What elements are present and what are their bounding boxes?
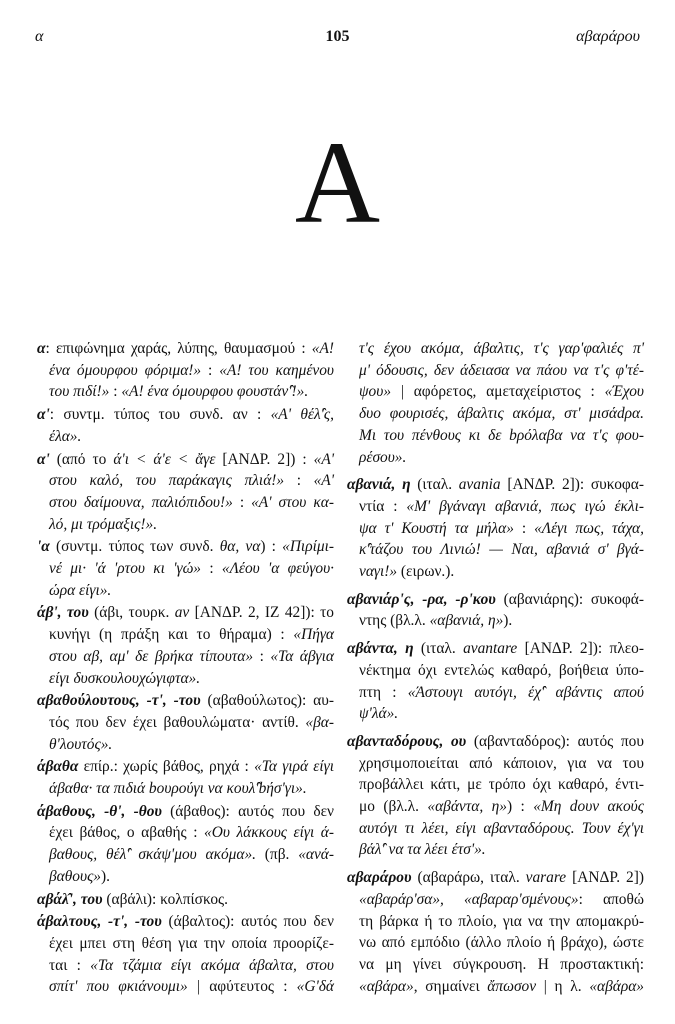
italic-text: «Α' [313,450,335,468]
entry-line [37,801,334,823]
entry-line [37,426,334,448]
italic-text: ά'ι < ά'ε < ἄγε [113,450,216,468]
definition-text: [ΑΝΔΡ. 2]) [566,869,644,887]
definition-text: [ΑΝΔΡ. 2]) : [215,450,314,468]
entry-line [37,381,334,403]
italic-text: «G'δά [296,978,334,996]
italic-text: βαθους» [49,867,102,885]
entry-line [347,338,644,360]
entry-line [37,866,334,888]
section-letter-heading: Α [294,117,381,248]
definition-text: (αβαράρω, ιταλ. [411,869,526,887]
entry-line [347,425,644,447]
entry-line [347,932,644,954]
entry-line [347,753,644,775]
definition-text: (συντμ. τύπος των συνδ. [49,538,220,556]
definition-text: τη βάρκα ή το πλοίο, για να την απομακρύ- [359,912,644,930]
definition-text: : [201,361,220,379]
definition-text: ται : [49,956,91,974]
definition-text: (πβ. [256,846,299,864]
definition-text: [ΑΝΔΡ. 2]): συκοφα- [500,476,644,494]
entry-line [347,682,644,704]
entry-headword: 'α [37,538,50,556]
entry-headword: άβαθους, -θ', -θου [37,802,162,820]
definition-text: : συντμ. τύπος του συνδ. αν : [49,406,271,424]
italic-text: ψα τ' Κουστή τα μήλα» [359,519,514,537]
definition-text: ). [503,612,513,630]
italic-text: «βα- [305,713,334,731]
dictionary-entry [347,867,644,997]
definition-text: : [109,383,122,401]
entry-headword: α' [37,406,50,424]
italic-text: μ' όδουσις, δεν άδειασα να πάου να τ'ς φ'τέ- [359,361,644,379]
definition-text: , σημαίνει [413,977,488,995]
italic-text: «Άστουγι αυτόγι, έχ̂' αβάντις απού [407,683,644,701]
definition-text: (αβανταδόρος): αυτός που [466,732,644,750]
entry-headword: αβάλ̂', του [37,890,103,908]
italic-text: av [174,604,190,622]
entry-line [347,496,644,518]
definition-text: : [232,493,252,511]
italic-text: νέ μι· 'ά 'ρτου κι 'γώ» [49,560,202,578]
italic-text: λό, μι τρόμαξις!». [49,515,158,533]
definition-text: : αποθώ [578,890,645,908]
dictionary-entry [37,338,334,403]
entry-line [347,539,644,561]
entry-headword: άβαλτους, -τ', -του [37,913,162,931]
dictionary-entry [37,404,334,447]
definition-text: ) : [260,538,283,556]
italic-text: ψου» [359,383,392,401]
italic-text: avania [458,476,501,494]
dictionary-entry [37,889,334,911]
definition-text: (αβαθούλωτος): αυ- [200,692,334,710]
entry-line [347,889,644,911]
definition-text: : [201,560,222,578]
entry-headword: άβ', του [37,604,89,622]
running-head-first-word: α [35,28,44,45]
entry-line [347,360,644,382]
entry-headword: αβαράρου [347,869,412,887]
definition-text: | αφόρετος, αμεταχείριστος : [391,383,605,401]
definition-text: : [513,519,535,537]
entry-line [347,911,644,933]
italic-text: «Λέγι πως, τάχα, [534,519,644,537]
italic-text: «Α' στου κα- [251,493,334,511]
definition-text: | η λ. [536,977,590,995]
italic-text: «Α' [313,472,334,490]
dictionary-entry [347,638,644,725]
entry-line [347,518,644,540]
definition-text: έχει μπει στη θέση για την οποία προορίζε- [49,934,334,952]
definition-text: (ιταλ. [410,476,459,494]
entry-line [37,756,334,778]
entry-line [37,602,334,624]
entry-line [37,933,334,955]
left-column [37,338,334,999]
dictionary-entry [347,731,644,861]
italic-text: «Α! [311,340,334,357]
italic-text: του πιδί!» [49,383,110,401]
definition-text: ) : [506,798,534,816]
entry-line [37,844,334,866]
italic-text: «αβάρα» [359,977,414,995]
definition-text: τός που δεν έχει βαθουλώματα· αντίθ. [49,713,306,731]
definition-text: | αφύτευτος : [187,978,297,996]
entry-line [37,536,334,558]
italic-text: έλα». [49,427,82,445]
definition-text: πτη : [359,683,408,701]
entry-line [347,638,644,660]
dictionary-entry [37,690,334,755]
dictionary-entry [37,449,334,536]
definition-text: νω από εμπόδιο (άλλο πλοίο ή βράχο), ώστε [359,934,644,952]
entry-line [37,580,334,602]
definition-text: : επιφώνημα χαράς, λύπης, θαυμασμού : [45,340,312,357]
dictionary-entry [37,756,334,799]
entry-line [37,338,334,360]
italic-text: «Α' θέλ̂'ς, [270,406,334,424]
entry-line [37,955,334,977]
entry-line [347,474,644,496]
italic-text: αυτόγι τι λέει, είγι αβανταδόρους. Τουν έχ'γι [359,819,644,837]
definition-text: (άβι, τουρκ. [88,604,175,622]
italic-text: «Πήγα [293,626,334,644]
entry-line [37,976,334,998]
definition-text: : [253,647,271,665]
italic-text: ναγι!» [359,563,398,581]
italic-text: «αβάντα, η» [427,798,507,816]
dictionary-entry [347,589,644,632]
entry-line [347,774,644,796]
entry-line [347,796,644,818]
italic-text: τ'ς έχου ακόμα, άβαλτις, τ'ς γαρ'φαλιές π' [359,340,644,357]
italic-text: «Τα γιρά είγι [254,758,334,776]
dictionary-entry [37,536,334,601]
italic-text: «Μ' βγάναγι αβανιά, πως ιγώ έκλι- [406,497,644,515]
definition-text: (άβαλτος): αυτός που δεν [161,913,335,931]
italic-text: άβαθα· τα πιδιά bουρούγι να κουλ̂'bήσ'γι». [49,780,307,798]
entry-line [347,818,644,840]
definition-text: (άβαθος): αυτός που δεν [161,802,334,820]
italic-text: βάλ̂' να τα λέει έτσ'». [359,841,486,859]
italic-text: κ̂'τάζου του Λινιώ! — Ναι, αβανιά σ' βγά- [359,541,644,559]
entry-line [37,514,334,536]
definition-text: επίρ.: χωρίς βάθος, ρηχά : [78,758,255,776]
entry-line [347,447,644,469]
definition-text: (αβάλι): κολπίσκος. [102,890,228,908]
entry-headword: α' [37,450,50,468]
italic-text: σπίτ' που φκιάνουμι» [49,978,188,996]
italic-text: «αβαράρ'σα», «αβαραρ'σμένους» [359,890,579,908]
dictionary-entry [347,338,644,468]
entry-line [37,889,334,911]
italic-text: «αβάρα» [589,977,644,995]
definition-text: χρησιμοποιείται από κάποιον, για να του [359,754,644,772]
definition-text: (αβανιάρης): συκοφά- [495,590,644,608]
entry-headword: άβαθα [37,758,79,776]
entry-line [37,646,334,668]
italic-text: «ανά- [298,846,334,864]
definition-text: μο (βλ.λ. [359,798,428,816]
italic-text: θα, να [219,538,261,556]
italic-text: «Μη dουν ακούς [533,798,644,816]
italic-text: «Πιρίμι- [282,538,335,556]
italic-text: «Α! ένα όμουρφου φουστάν̂'!». [121,383,309,401]
dictionary-entry [37,602,334,689]
italic-text: στου δαίμουνα, παλιόπιδου!» [49,493,233,511]
definition-text: : [284,472,314,490]
entry-line [347,731,644,753]
italic-text: varare [525,869,567,887]
entry-line [347,660,644,682]
definition-text: προβάλλει κάτι, με τρόπο όχι καθαρό, έντι- [359,776,644,794]
entry-line [37,360,334,382]
entry-line [37,470,334,492]
entry-line [37,668,334,690]
entry-line [37,778,334,800]
entry-line [37,624,334,646]
entry-line [347,610,644,632]
entry-line [347,976,644,998]
italic-text: στου αβ, αμ' δε βρήκα τίπουτα» [49,647,254,665]
italic-text: ψ'λά». [359,705,399,723]
definition-text: [ΑΝΔΡ. 2, ΙΖ 42]): το [189,604,335,622]
italic-text: δυο φουρισές, άβαλτις ακόμα, στ' μισάdρα. [359,405,644,423]
entry-line [37,492,334,514]
definition-text: ). [101,867,110,885]
entry-headword: αβανιάρ'ς, -ρα, -ρ'κου [347,590,496,608]
entry-line [37,449,334,471]
italic-text: στου καλό, του παράκαγις πλιά!» [49,472,285,490]
definition-text: έχει βάθος, ο αβαθής : [49,824,205,842]
entry-line [347,839,644,861]
entry-headword: αβανταδόρους, ου [347,732,467,750]
entry-line [347,703,644,725]
italic-text: «Έχου [604,383,644,401]
italic-text: «Λέου 'α φεύγου· [221,560,334,578]
italic-text: «αβανιά, η» [429,612,504,630]
definition-text: (από το [49,450,114,468]
dictionary-entry [347,474,644,583]
entry-line [37,911,334,933]
entry-line [37,558,334,580]
italic-text: ἄπωσον [487,977,537,995]
dictionary-entry [37,911,334,998]
italic-text: ρέσου». [359,448,407,466]
definition-text: να μη γίνει σύγκρουση. Η προστακτική: [359,955,644,973]
entry-headword: α [37,340,46,357]
definition-text: ντης (βλ.λ. [359,612,430,630]
italic-text: «Τα άβγια [270,647,334,665]
definition-text: κυνήγι (η πράξη και το θήραμα) : [49,626,294,644]
page-number: 105 [325,28,350,45]
entry-line [347,867,644,889]
definition-text: (ειρων.). [397,563,455,581]
entry-line [347,589,644,611]
italic-text: ένα όμουρφου φόριμα!» [49,361,202,379]
italic-text: «Ου λάκκους είγι ά- [204,824,335,842]
definition-text: ντία : [359,497,407,515]
entry-line [347,403,644,425]
dictionary-entry [37,801,334,888]
entry-line [37,404,334,426]
entry-line [37,712,334,734]
definition-text: (ιταλ. [413,640,464,658]
entry-headword: αβανιά, η [347,476,411,494]
italic-text: «Τα τζάμια είγι ακόμα άβαλτα, στου [90,956,334,974]
italic-text: βαθους, θέλ̂' σκάψ'μου ακόμα». [49,846,257,864]
definition-text: νέκτημα όχι εντελώς καθαρό, βοήθεια ύπο- [359,661,644,679]
entry-line [347,381,644,403]
right-column [347,338,644,1003]
italic-text: avantare [463,640,518,658]
entry-line [37,822,334,844]
entry-line [347,561,644,583]
italic-text: είγι δυσκουλουχώγιφτα». [49,669,201,687]
italic-text: θ'λουτός». [49,735,113,753]
entry-line [347,954,644,976]
entry-line [37,690,334,712]
definition-text: [ΑΝΔΡ. 2]): πλεο- [517,640,644,658]
entry-line [37,734,334,756]
running-head-last-word: αβαράρου [576,28,640,45]
italic-text: ώρα είγι». [49,581,112,599]
entry-headword: αβάντα, η [347,640,414,658]
entry-headword: αβαθούλουτους, -τ', -του [37,692,201,710]
italic-text: Μι του πένθους κι δε bρόλαβα να τ'ς φου- [359,426,644,444]
italic-text: «Α! του καημένου [219,361,334,379]
